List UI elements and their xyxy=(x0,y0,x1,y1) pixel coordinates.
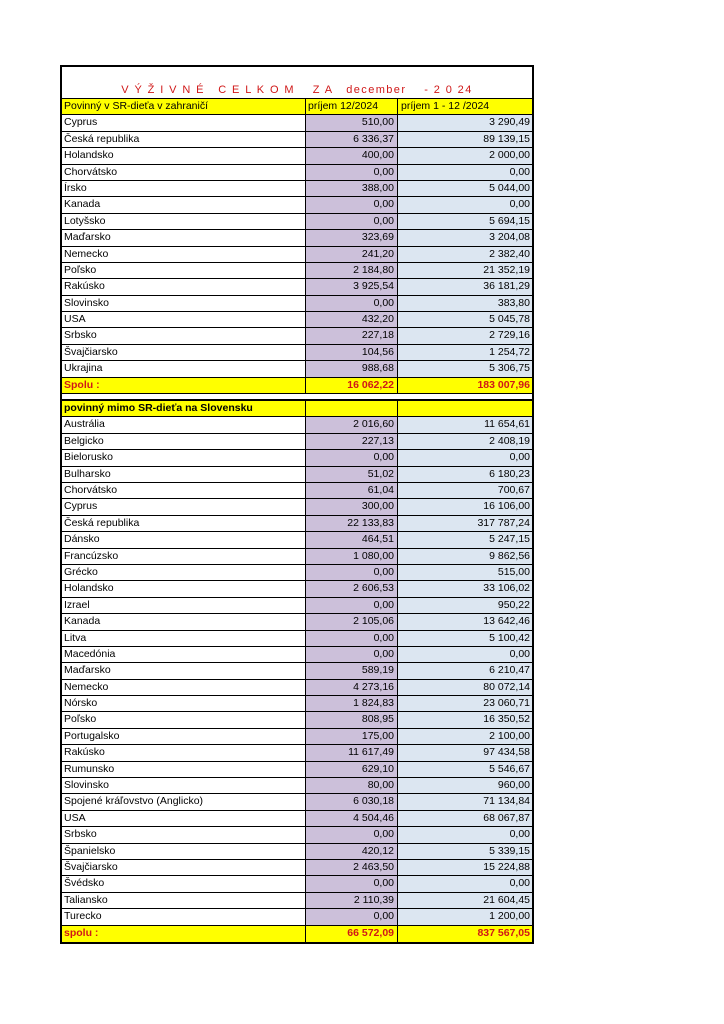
december-cell: 510,00 xyxy=(306,115,398,130)
december-cell: 2 606,53 xyxy=(306,581,398,596)
total-december: 66 572,09 xyxy=(306,926,398,942)
total-december: 16 062,22 xyxy=(306,378,398,393)
year-cell: 0,00 xyxy=(398,197,532,212)
country-cell: Kanada xyxy=(62,197,306,212)
country-cell: Chorvátsko xyxy=(62,165,306,180)
section2-header-row xyxy=(62,401,532,417)
country-cell: Rakúsko xyxy=(62,745,306,760)
total-label: Spolu : xyxy=(62,378,306,393)
table-row xyxy=(62,778,532,794)
table-row xyxy=(62,729,532,745)
table-row xyxy=(62,328,532,344)
december-cell: 51,02 xyxy=(306,467,398,482)
year-cell: 2 408,19 xyxy=(398,434,532,449)
december-cell: 2 184,80 xyxy=(306,263,398,278)
december-cell: 589,19 xyxy=(306,663,398,678)
year-cell: 2 100,00 xyxy=(398,729,532,744)
country-cell: Slovinsko xyxy=(62,296,306,311)
country-cell: Bulharsko xyxy=(62,467,306,482)
table-row xyxy=(62,345,532,361)
year-cell: 6 180,23 xyxy=(398,467,532,482)
total-year: 837 567,05 xyxy=(398,926,532,942)
year-cell: 89 139,15 xyxy=(398,132,532,147)
december-cell: 3 925,54 xyxy=(306,279,398,294)
year-cell: 5 546,67 xyxy=(398,762,532,777)
december-cell: 6 030,18 xyxy=(306,794,398,809)
table-row xyxy=(62,844,532,860)
year-cell: 16 350,52 xyxy=(398,712,532,727)
table-row xyxy=(62,909,532,925)
year-cell: 5 045,78 xyxy=(398,312,532,327)
country-cell: Česká republika xyxy=(62,516,306,531)
year-cell: 68 067,87 xyxy=(398,811,532,826)
table-row xyxy=(62,696,532,712)
table-row xyxy=(62,712,532,728)
table-row xyxy=(62,762,532,778)
december-cell: 4 273,16 xyxy=(306,680,398,695)
country-cell: Francúzsko xyxy=(62,549,306,564)
december-cell: 300,00 xyxy=(306,499,398,514)
table-row xyxy=(62,516,532,532)
year-cell: 960,00 xyxy=(398,778,532,793)
table-row xyxy=(62,247,532,263)
country-cell: Holandsko xyxy=(62,581,306,596)
year-cell: 11 654,61 xyxy=(398,417,532,432)
table-row xyxy=(62,296,532,312)
december-cell: 227,13 xyxy=(306,434,398,449)
country-cell: Macedónia xyxy=(62,647,306,662)
country-cell: Maďarsko xyxy=(62,230,306,245)
december-cell: 0,00 xyxy=(306,598,398,613)
total-label: spolu : xyxy=(62,926,306,942)
december-cell: 6 336,37 xyxy=(306,132,398,147)
december-cell: 227,18 xyxy=(306,328,398,343)
country-cell: Ukrajina xyxy=(62,361,306,376)
country-cell: Rumunsko xyxy=(62,762,306,777)
country-cell: Cyprus xyxy=(62,499,306,514)
country-cell: Kanada xyxy=(62,614,306,629)
table-row xyxy=(62,230,532,246)
country-cell: Dánsko xyxy=(62,532,306,547)
table-row xyxy=(62,148,532,164)
december-cell: 432,20 xyxy=(306,312,398,327)
country-cell: Portugalsko xyxy=(62,729,306,744)
year-cell: 0,00 xyxy=(398,647,532,662)
country-cell: Litva xyxy=(62,631,306,646)
country-cell: Česká republika xyxy=(62,132,306,147)
country-cell: Lotyšsko xyxy=(62,214,306,229)
table-row xyxy=(62,581,532,597)
section2-rows xyxy=(62,417,532,925)
december-cell: 0,00 xyxy=(306,827,398,842)
country-cell: Slovinsko xyxy=(62,778,306,793)
table-row xyxy=(62,165,532,181)
table-row xyxy=(62,197,532,213)
december-cell: 464,51 xyxy=(306,532,398,547)
year-cell: 13 642,46 xyxy=(398,614,532,629)
table-row xyxy=(62,860,532,876)
table-row xyxy=(62,827,532,843)
december-cell: 11 617,49 xyxy=(306,745,398,760)
year-cell: 33 106,02 xyxy=(398,581,532,596)
december-cell: 2 016,60 xyxy=(306,417,398,432)
country-cell: USA xyxy=(62,811,306,826)
year-cell: 97 434,58 xyxy=(398,745,532,760)
year-cell: 3 290,49 xyxy=(398,115,532,130)
table-row xyxy=(62,214,532,230)
december-cell: 0,00 xyxy=(306,631,398,646)
december-cell: 0,00 xyxy=(306,450,398,465)
year-cell: 21 604,45 xyxy=(398,893,532,908)
table-row xyxy=(62,361,532,377)
country-cell: Maďarsko xyxy=(62,663,306,678)
country-cell: Izrael xyxy=(62,598,306,613)
country-cell: Grécko xyxy=(62,565,306,580)
country-cell: Írsko xyxy=(62,181,306,196)
table-row xyxy=(62,312,532,328)
december-cell: 2 463,50 xyxy=(306,860,398,875)
country-cell: Austrália xyxy=(62,417,306,432)
december-cell: 0,00 xyxy=(306,197,398,212)
country-cell: Nórsko xyxy=(62,696,306,711)
december-cell: 988,68 xyxy=(306,361,398,376)
table-row xyxy=(62,532,532,548)
total-year: 183 007,96 xyxy=(398,378,532,393)
country-cell: Spojené kráľovstvo (Anglicko) xyxy=(62,794,306,809)
table-row xyxy=(62,263,532,279)
year-cell: 0,00 xyxy=(398,876,532,891)
table-row xyxy=(62,876,532,892)
alimony-table xyxy=(60,65,534,944)
december-cell: 0,00 xyxy=(306,214,398,229)
december-cell: 808,95 xyxy=(306,712,398,727)
year-cell: 2 729,16 xyxy=(398,328,532,343)
table-row xyxy=(62,549,532,565)
table-row xyxy=(62,598,532,614)
year-cell: 317 787,24 xyxy=(398,516,532,531)
year-cell: 9 862,56 xyxy=(398,549,532,564)
year-cell: 0,00 xyxy=(398,827,532,842)
year-cell: 36 181,29 xyxy=(398,279,532,294)
december-cell: 80,00 xyxy=(306,778,398,793)
table-row xyxy=(62,132,532,148)
column-header-december: príjem 12/2024 xyxy=(306,99,398,114)
table-row xyxy=(62,631,532,647)
year-cell: 0,00 xyxy=(398,450,532,465)
year-cell: 5 306,75 xyxy=(398,361,532,376)
december-cell: 104,56 xyxy=(306,345,398,360)
december-cell: 0,00 xyxy=(306,296,398,311)
year-cell: 71 134,84 xyxy=(398,794,532,809)
year-cell: 950,22 xyxy=(398,598,532,613)
year-cell: 700,67 xyxy=(398,483,532,498)
country-cell: Rakúsko xyxy=(62,279,306,294)
table-row xyxy=(62,745,532,761)
year-cell: 23 060,71 xyxy=(398,696,532,711)
december-cell: 241,20 xyxy=(306,247,398,262)
table-row xyxy=(62,279,532,295)
table-row xyxy=(62,483,532,499)
year-cell: 5 100,42 xyxy=(398,631,532,646)
country-cell: Chorvátsko xyxy=(62,483,306,498)
country-cell: Nemecko xyxy=(62,680,306,695)
section-divider xyxy=(62,394,532,401)
year-cell: 5 044,00 xyxy=(398,181,532,196)
country-cell: Belgicko xyxy=(62,434,306,449)
country-cell: Švédsko xyxy=(62,876,306,891)
country-cell: USA xyxy=(62,312,306,327)
december-cell: 61,04 xyxy=(306,483,398,498)
table-row xyxy=(62,663,532,679)
country-cell: Švajčiarsko xyxy=(62,345,306,360)
table-row xyxy=(62,115,532,131)
section1-rows xyxy=(62,115,532,377)
year-cell: 2 000,00 xyxy=(398,148,532,163)
year-cell: 2 382,40 xyxy=(398,247,532,262)
december-cell: 1 824,83 xyxy=(306,696,398,711)
december-cell: 0,00 xyxy=(306,165,398,180)
table-row xyxy=(62,417,532,433)
country-cell: Bielorusko xyxy=(62,450,306,465)
december-cell: 629,10 xyxy=(306,762,398,777)
section1-total-row xyxy=(62,378,532,394)
country-cell: Turecko xyxy=(62,909,306,924)
december-cell: 420,12 xyxy=(306,844,398,859)
table-row xyxy=(62,794,532,810)
december-cell: 388,00 xyxy=(306,181,398,196)
section2-header-blank-2 xyxy=(398,401,532,416)
december-cell: 323,69 xyxy=(306,230,398,245)
section2-total-row xyxy=(62,926,532,942)
section2-header-blank-1 xyxy=(306,401,398,416)
year-cell: 3 204,08 xyxy=(398,230,532,245)
column-header-country: Povinný v SR-dieťa v zahraničí xyxy=(62,99,306,114)
country-cell: Srbsko xyxy=(62,827,306,842)
year-cell: 0,00 xyxy=(398,165,532,180)
december-cell: 400,00 xyxy=(306,148,398,163)
table-row xyxy=(62,647,532,663)
table-title-cell xyxy=(62,67,532,99)
year-cell: 16 106,00 xyxy=(398,499,532,514)
country-cell: Srbsko xyxy=(62,328,306,343)
table-row xyxy=(62,680,532,696)
december-cell: 0,00 xyxy=(306,876,398,891)
year-cell: 5 339,15 xyxy=(398,844,532,859)
table-row xyxy=(62,450,532,466)
december-cell: 2 105,06 xyxy=(306,614,398,629)
december-cell: 0,00 xyxy=(306,647,398,662)
table-row xyxy=(62,893,532,909)
table-row xyxy=(62,499,532,515)
december-cell: 0,00 xyxy=(306,909,398,924)
year-cell: 80 072,14 xyxy=(398,680,532,695)
december-cell: 4 504,46 xyxy=(306,811,398,826)
country-cell: Švajčiarsko xyxy=(62,860,306,875)
column-header-year: príjem 1 - 12 /2024 xyxy=(398,99,532,114)
december-cell: 2 110,39 xyxy=(306,893,398,908)
table-row xyxy=(62,614,532,630)
december-cell: 175,00 xyxy=(306,729,398,744)
year-cell: 21 352,19 xyxy=(398,263,532,278)
year-cell: 515,00 xyxy=(398,565,532,580)
december-cell: 0,00 xyxy=(306,565,398,580)
table-row xyxy=(62,181,532,197)
table-row xyxy=(62,434,532,450)
table-title: V Ý Ž I V N É C E L K O M Z A december - 2 0 24 xyxy=(121,84,473,96)
country-cell: Taliansko xyxy=(62,893,306,908)
december-cell: 1 080,00 xyxy=(306,549,398,564)
section2-header: povinný mimo SR-dieťa na Slovensku xyxy=(62,401,306,416)
year-cell: 1 254,72 xyxy=(398,345,532,360)
year-cell: 6 210,47 xyxy=(398,663,532,678)
year-cell: 5 694,15 xyxy=(398,214,532,229)
year-cell: 5 247,15 xyxy=(398,532,532,547)
year-cell: 1 200,00 xyxy=(398,909,532,924)
table-row xyxy=(62,811,532,827)
section1-header-row xyxy=(62,99,532,115)
country-cell: Španielsko xyxy=(62,844,306,859)
year-cell: 15 224,88 xyxy=(398,860,532,875)
table-row xyxy=(62,467,532,483)
country-cell: Cyprus xyxy=(62,115,306,130)
table-row xyxy=(62,565,532,581)
year-cell: 383,80 xyxy=(398,296,532,311)
country-cell: Poľsko xyxy=(62,263,306,278)
country-cell: Holandsko xyxy=(62,148,306,163)
country-cell: Poľsko xyxy=(62,712,306,727)
country-cell: Nemecko xyxy=(62,247,306,262)
december-cell: 22 133,83 xyxy=(306,516,398,531)
